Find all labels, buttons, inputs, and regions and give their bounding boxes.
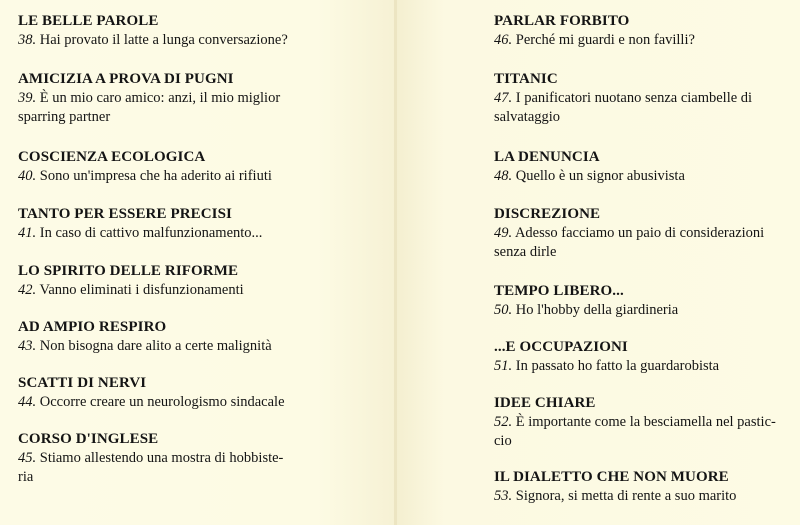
entry-text (18, 167, 388, 186)
entry-number: 50. (494, 302, 513, 318)
entry-48 (494, 148, 794, 186)
entry-line: cio (494, 433, 512, 449)
entry-number: 48. (494, 168, 513, 184)
entry-title: IL DIALETTO CHE NON MUORE (494, 469, 729, 485)
entry-41 (18, 205, 388, 243)
entry-line: È un mio caro amico: anzi, il mio miglior (39, 90, 281, 106)
entry-text (18, 449, 388, 487)
entry-number: 40. (18, 168, 37, 184)
entry-number: 45. (18, 450, 37, 466)
entry-45 (18, 430, 388, 487)
entry-text (18, 89, 388, 127)
entry-38 (18, 12, 388, 50)
entry-line: senza dirle (494, 244, 557, 260)
entry-line: Sono un'impresa che ha aderito ai rifiuti (39, 168, 272, 184)
entry-number: 41. (18, 225, 37, 241)
entry-text (494, 357, 794, 376)
entry-line: Non bisogna dare alito a certe malignità (39, 338, 272, 354)
entry-line: È importante come la besciamella nel pastic- (515, 414, 776, 430)
entry-number: 47. (494, 90, 513, 106)
entry-title: LA DENUNCIA (494, 149, 600, 165)
entry-51 (494, 338, 794, 376)
entry-39 (18, 70, 388, 127)
entry-number: 49. (494, 225, 513, 241)
entry-43 (18, 318, 388, 356)
entry-title: CORSO D'INGLESE (18, 431, 159, 447)
entry-text (494, 487, 794, 506)
entry-line: Ho l'hobby della giardineria (515, 302, 679, 318)
entry-line: I panificatori nuotano senza ciambelle di (515, 90, 753, 106)
entry-number: 38. (18, 32, 37, 48)
entry-title: ...E OCCUPAZIONI (494, 339, 628, 355)
entry-text (18, 31, 388, 50)
entry-42 (18, 262, 388, 300)
entry-47 (494, 70, 794, 127)
entry-line: Hai provato il latte a lunga conversazione? (39, 32, 288, 48)
entry-line: In caso di cattivo malfunzionamento... (39, 225, 263, 241)
entry-number: 46. (494, 32, 513, 48)
entry-title: LE BELLE PAROLE (18, 13, 159, 29)
entry-text (494, 413, 794, 451)
entry-title: TITANIC (494, 71, 558, 87)
entry-title: TANTO PER ESSERE PRECISI (18, 206, 232, 222)
entry-line: In passato ho fatto la guardarobista (515, 358, 720, 374)
entry-53 (494, 468, 794, 506)
entry-text (18, 224, 388, 243)
entry-line: Occorre creare un neurologismo sindacale (39, 394, 285, 410)
entry-number: 42. (18, 282, 37, 298)
entry-title: LO SPIRITO DELLE RIFORME (18, 263, 239, 279)
entry-text (494, 301, 794, 320)
entry-text (494, 167, 794, 186)
entry-text (18, 337, 388, 356)
entry-title: AD AMPIO RESPIRO (18, 319, 167, 335)
entry-text (494, 31, 794, 50)
entry-49 (494, 205, 794, 262)
entry-title: COSCIENZA ECOLOGICA (18, 149, 206, 165)
entry-title: DISCREZIONE (494, 206, 601, 222)
entry-line: Adesso facciamo un paio di considerazioni (514, 225, 765, 241)
entry-title: IDEE CHIARE (494, 395, 596, 411)
entry-44 (18, 374, 388, 412)
entry-line: ria (18, 469, 34, 485)
entry-number: 43. (18, 338, 37, 354)
entry-52 (494, 394, 794, 451)
entry-title: TEMPO LIBERO... (494, 283, 624, 299)
entry-text (18, 281, 388, 300)
entry-46 (494, 12, 794, 50)
entry-title: PARLAR FORBITO (494, 13, 630, 29)
entry-line: sparring partner (18, 109, 111, 125)
book-gutter (394, 0, 397, 525)
entry-title: AMICIZIA A PROVA DI PUGNI (18, 71, 234, 87)
entry-line: Perché mi guardi e non favilli? (515, 32, 695, 48)
entry-line: salvataggio (494, 109, 561, 125)
entry-text (494, 89, 794, 127)
entry-text (494, 224, 794, 262)
entry-number: 44. (18, 394, 37, 410)
entry-line: Quello è un signor abusivista (515, 168, 685, 184)
entry-number: 52. (494, 414, 513, 430)
entry-number: 53. (494, 488, 513, 504)
entry-50 (494, 282, 794, 320)
entry-line: Signora, si metta di rente a suo marito (515, 488, 737, 504)
entry-line: Stiamo allestendo una mostra di hobbiste- (39, 450, 284, 466)
entry-title: SCATTI DI NERVI (18, 375, 147, 391)
entry-40 (18, 148, 388, 186)
entry-number: 39. (18, 90, 37, 106)
entry-number: 51. (494, 358, 513, 374)
entry-text (18, 393, 388, 412)
entry-line: Vanno eliminati i disfunzionamenti (39, 282, 244, 298)
